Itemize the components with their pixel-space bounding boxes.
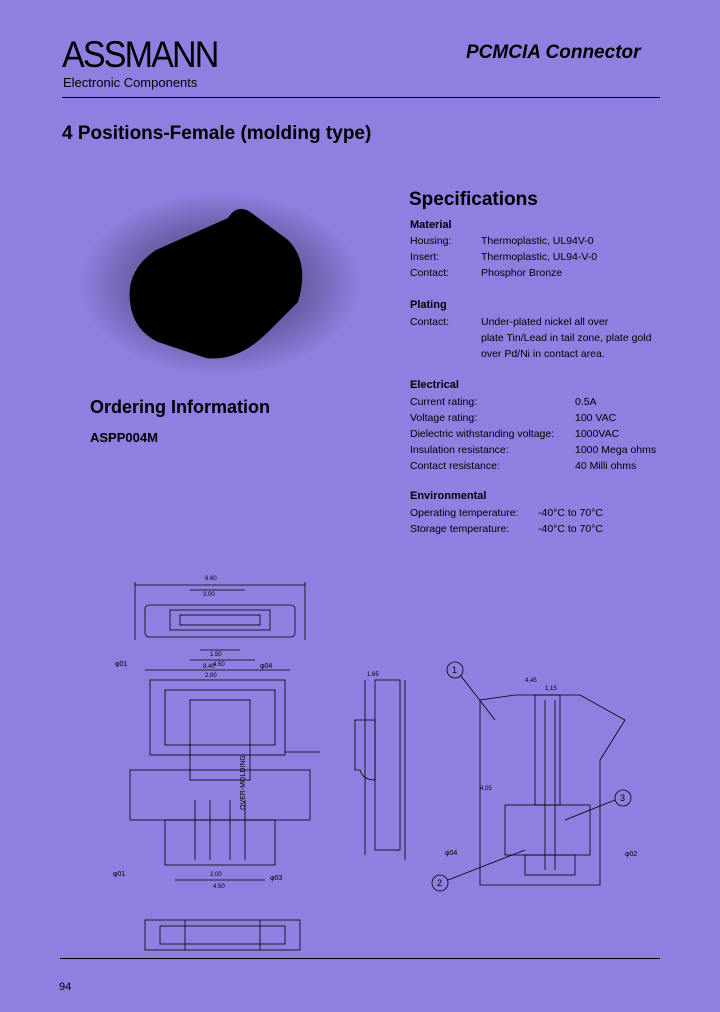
plating-line: over Pd/Ni in contact area. (481, 348, 605, 360)
callout-label: 3 (620, 793, 626, 803)
callout-label: 2 (437, 878, 443, 888)
plating-label: Contact: (410, 316, 450, 328)
electrical-label: Current rating: (410, 396, 478, 408)
electrical-value: 1000VAC (575, 428, 620, 440)
electrical-heading: Electrical (410, 379, 459, 391)
electrical-label: Insulation resistance: (410, 444, 509, 456)
electrical-value: 0.5A (575, 396, 597, 408)
material-value: Thermoplastic, UL94-V-0 (481, 251, 598, 263)
front-view-drawing (130, 670, 320, 880)
top-view-drawing (135, 582, 305, 660)
material-label: Insert: (410, 251, 440, 263)
bottom-view-drawing (145, 920, 300, 950)
dim-label: 1.65 (367, 672, 379, 678)
dim-label: 6.60 (205, 576, 217, 582)
specifications-heading: Specifications (409, 189, 538, 210)
plating-line: plate Tin/Lead in tail zone, plate gold (481, 332, 652, 344)
material-label: Housing: (410, 235, 452, 247)
plating-line: Under-plated nickel all over (481, 316, 609, 328)
dim-label: 3.00 (203, 592, 215, 598)
callout-label: φ04 (260, 663, 273, 670)
dim-label: 4.50 (213, 884, 225, 890)
callout-label: 1 (452, 665, 458, 675)
brand-subtitle: Electronic Components (63, 75, 198, 90)
right-view-drawing (432, 662, 631, 891)
environmental-label: Operating temperature: (410, 507, 519, 519)
dim-label: 8.40 (203, 664, 215, 670)
connector-photo-icon (78, 192, 363, 377)
material-value: Thermoplastic, UL94V-0 (481, 235, 594, 247)
electrical-label: Contact resistance: (410, 460, 500, 472)
dim-label: 1.15 (545, 686, 557, 692)
environmental-label: Storage temperature: (410, 523, 510, 535)
dim-label: 1.50 (210, 652, 222, 658)
callout-label: φ04 (445, 850, 458, 857)
side-view-drawing (355, 680, 405, 860)
part-number: ASPP004M (90, 430, 158, 445)
material-label: Contact: (410, 267, 450, 279)
electrical-value: 100 VAC (575, 412, 617, 424)
environmental-heading: Environmental (410, 490, 487, 502)
electrical-label: Dielectric withstanding voltage: (410, 428, 555, 440)
dim-label: 4.45 (525, 678, 537, 684)
dim-label: 2.00 (205, 673, 217, 679)
ordering-heading: Ordering Information (90, 397, 270, 417)
dim-label: 4.50 (213, 662, 225, 668)
electrical-value: 1000 Mega ohms (575, 444, 657, 456)
document-title: PCMCIA Connector (466, 42, 641, 63)
electrical-label: Voltage rating: (410, 412, 478, 424)
technical-drawing (105, 570, 665, 960)
product-title: 4 Positions-Female (molding type) (62, 123, 372, 144)
footer-rule (60, 958, 660, 959)
environmental-value: -40°C to 70°C (538, 523, 604, 535)
callout-label: φ02 (625, 851, 638, 858)
callout-label: φ01 (115, 661, 128, 668)
brand-logo: ASSMANN (62, 34, 218, 75)
dim-label: 4.05 (480, 786, 492, 792)
callout-label: φ01 (113, 871, 126, 878)
header-rule (62, 97, 660, 98)
environmental-value: -40°C to 70°C (538, 507, 604, 519)
over-molding-label: OVER-MOLDING (240, 755, 247, 810)
electrical-value: 40 Milli ohms (575, 460, 637, 472)
material-heading: Material (410, 219, 452, 231)
dim-label: 2.00 (210, 872, 222, 878)
callout-label: φ03 (270, 875, 283, 882)
material-value: Phosphor Bronze (481, 267, 563, 279)
plating-heading: Plating (410, 299, 447, 311)
page-number: 94 (59, 981, 72, 993)
